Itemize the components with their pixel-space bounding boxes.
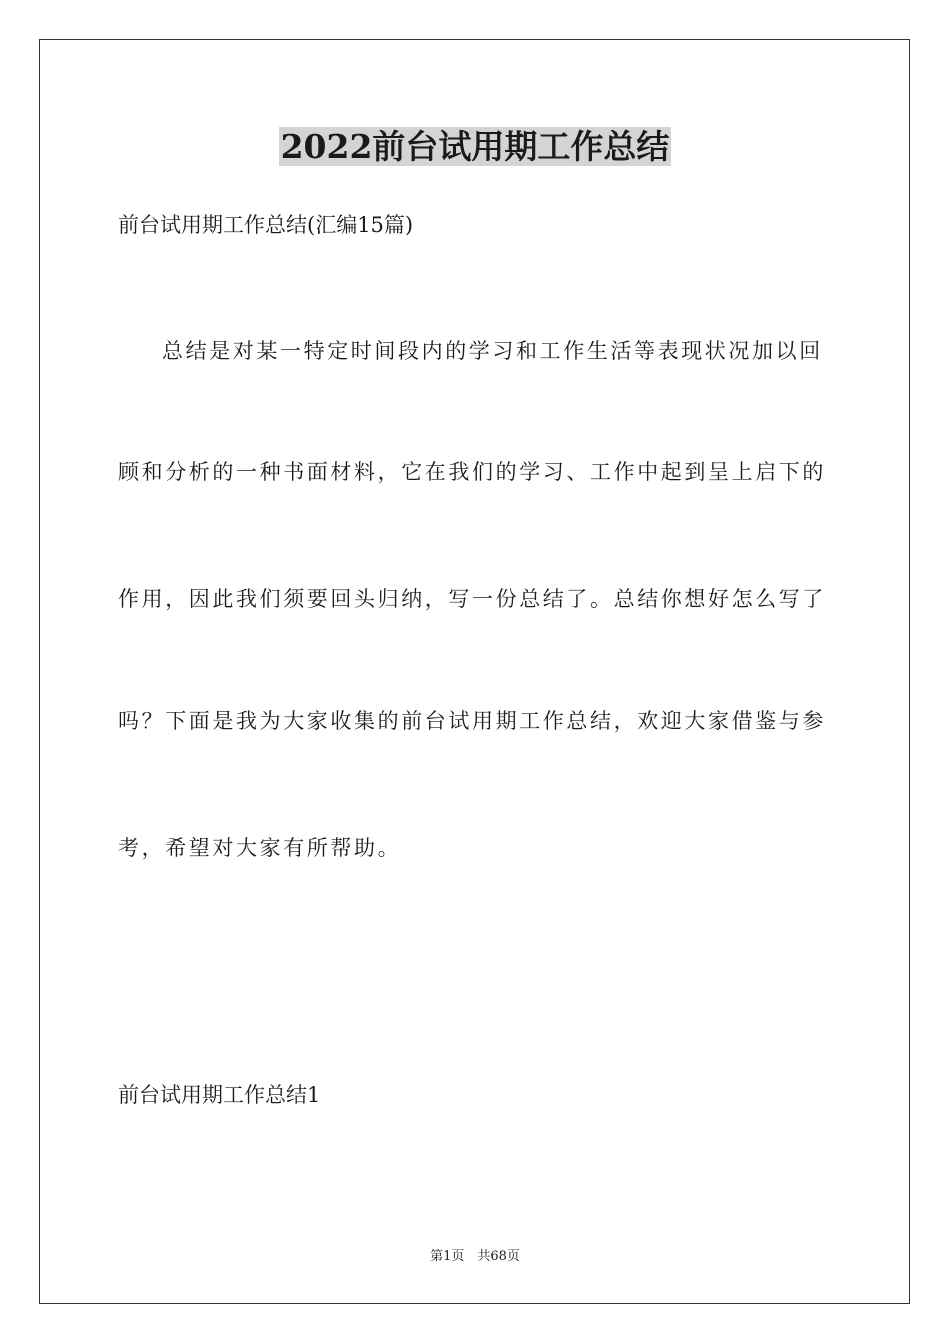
document-title-text: 2022前台试用期工作总结 [280, 127, 670, 166]
intro-paragraph-line: 吗？下面是我为大家收集的前台试用期工作总结，欢迎大家借鉴与参 [118, 709, 826, 733]
document-subtitle: 前台试用期工作总结(汇编15篇) [118, 213, 414, 237]
section-heading: 前台试用期工作总结1 [118, 1083, 321, 1107]
page-footer [0, 1247, 950, 1267]
intro-paragraph-line: 作用，因此我们须要回头归纳，写一份总结了。总结你想好怎么写了 [118, 587, 826, 611]
intro-paragraph-line: 考，希望对大家有所帮助。 [118, 836, 402, 860]
intro-paragraph-line: 顾和分析的一种书面材料，它在我们的学习、工作中起到呈上启下的 [118, 460, 826, 484]
document-title [0, 124, 950, 170]
page-number: 第1页 共68页 [430, 1249, 520, 1264]
intro-paragraph-line: 总结是对某一特定时间段内的学习和工作生活等表现状况加以回 [162, 339, 823, 363]
